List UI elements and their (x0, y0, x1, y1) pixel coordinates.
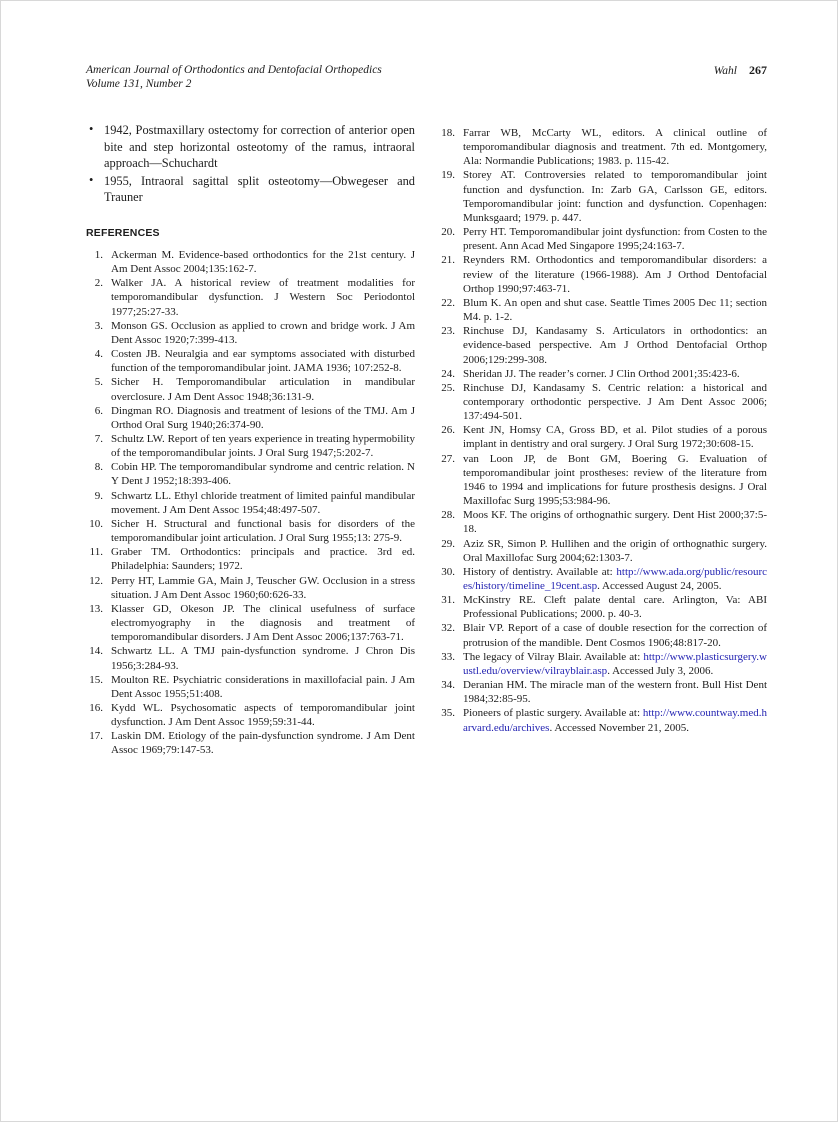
reference-fragment: Farrar WB, McCarty WL, editors. A clinical outline of temporomandibular diagnosis and treatment. 7th ed. Montgomery, Ala: Normandie Publications; 1983. p. 115-42. (463, 127, 767, 168)
page-header-right (714, 64, 767, 79)
reference-text (111, 490, 415, 516)
reference-item (438, 452, 767, 509)
reference-text (463, 538, 767, 564)
bullet-icon: • (89, 172, 94, 187)
reference-link[interactable]: http://www.plasticsurgery.wustl.edu/overview/vilrayblair.asp (463, 650, 767, 677)
reference-number: 21. (441, 254, 455, 267)
reference-item (86, 602, 415, 644)
timeline-item (86, 122, 415, 172)
reference-text (463, 325, 767, 365)
reference-item (86, 517, 415, 545)
reference-text (463, 368, 740, 380)
reference-item (86, 545, 415, 573)
reference-number: 11. (89, 546, 103, 559)
reference-number: 26. (441, 424, 455, 437)
reference-text (111, 575, 415, 601)
reference-number: 27. (441, 452, 455, 465)
reference-text (463, 424, 767, 450)
reference-fragment: Perry HT, Lammie GA, Main J, Teuscher GW. Occlusion in a stress situation. J Am Dent Assoc 1960;60:626-33. (111, 574, 415, 601)
timeline-text: 1955, Intraoral sagittal split osteotomy—Obwegeser and Trauner (104, 173, 415, 205)
reference-item (86, 673, 415, 701)
reference-number: 7. (94, 433, 103, 445)
reference-text (111, 546, 415, 572)
reference-item (86, 375, 415, 403)
reference-number: 16. (89, 701, 103, 714)
reference-fragment: Blum K. An open and shut case. Seattle Times 2005 Dec 11; section M4. p. 1-2. (463, 296, 767, 324)
reference-item (438, 593, 767, 621)
reference-number: 8. (94, 461, 103, 474)
timeline-item (86, 173, 415, 206)
page-content (86, 122, 767, 758)
reference-fragment: Sheridan JJ. The reader’s corner. J Clin Orthod 2001;35:423-6. (463, 367, 740, 380)
timeline-list (86, 122, 415, 206)
reference-text (111, 603, 415, 643)
reference-text (463, 594, 767, 620)
reference-number: 22. (441, 296, 455, 309)
reference-number: 4. (94, 348, 103, 361)
reference-item (86, 489, 415, 517)
reference-number: 28. (441, 509, 455, 522)
reference-text (463, 127, 767, 167)
reference-text (111, 320, 415, 346)
reference-fragment: Schwartz LL. Ethyl chloride treatment of limited painful mandibular movement. J Am Dent Assoc 1954;48:497-507. (111, 489, 415, 516)
reference-fragment: Walker JA. A historical review of treatment modalities for temporomandibular dysfunction. J Western Soc Periodontol 1977;25:27-33. (111, 277, 415, 318)
reference-number: 1. (94, 248, 103, 261)
page-number: 267 (749, 63, 767, 77)
reference-number: 15. (89, 673, 103, 686)
reference-item (438, 168, 767, 225)
reference-item (86, 347, 415, 375)
reference-fragment: Ackerman M. Evidence-based orthodontics for the 21st century. J Am Dent Assoc 2004;135:162-7. (111, 248, 415, 276)
reference-item (86, 432, 415, 460)
reference-number: 31. (441, 594, 455, 607)
reference-fragment: . Accessed July 3, 2006. (607, 664, 714, 677)
reference-text (111, 730, 415, 756)
reference-number: 23. (441, 325, 455, 338)
reference-item (86, 248, 415, 276)
reference-text (463, 382, 767, 422)
reference-number: 25. (441, 381, 455, 394)
running-head (86, 64, 767, 91)
reference-fragment: Deranian HM. The miracle man of the western front. Bull Hist Dent 1984;32:85-95. (463, 679, 767, 706)
reference-fragment: Reynders RM. Orthodontics and temporomandibular disorders: a review of the literature (1966-1988). Am J Orthod Dentofacial Orthop 1990;97:463-71. (463, 254, 767, 295)
reference-fragment: Monson GS. Occlusion as applied to crown and bridge work. J Am Dent Assoc 1920;7:399-413. (111, 319, 415, 346)
reference-fragment: McKinstry RE. Cleft palate dental care. Arlington, Va: ABI Professional Publications; 2000. p. 40-3. (463, 594, 767, 621)
reference-number: 6. (94, 404, 103, 417)
reference-number: 13. (89, 602, 103, 615)
right-column (438, 122, 767, 758)
journal-issue: Volume 131, Number 2 (86, 77, 192, 90)
reference-text (111, 376, 415, 402)
reference-text (111, 433, 415, 459)
reference-text (111, 674, 415, 700)
reference-fragment: The legacy of Vilray Blair. Available at: (463, 650, 644, 663)
reference-fragment: Pioneers of plastic surgery. Available at: (463, 707, 643, 720)
reference-item (86, 644, 415, 672)
reference-text (463, 297, 767, 323)
author-name: Wahl (713, 65, 737, 77)
reference-fragment: Rinchuse DJ, Kandasamy S. Articulators in orthodontics: an evidence-based perspective. Am J Orthod Dentofacial Orthop 2006;129:299-308. (463, 325, 767, 366)
reference-fragment: Schwartz LL. A TMJ pain-dysfunction syndrome. J Chron Dis 1956;3:284-93. (111, 645, 415, 672)
reference-text (111, 518, 415, 544)
reference-number: 12. (89, 574, 103, 587)
reference-number: 29. (441, 537, 455, 550)
reference-item (86, 404, 415, 432)
reference-number: 17. (89, 730, 103, 743)
reference-fragment: Perry HT. Temporomandibular joint dysfunction: from Costen to the present. Ann Acad Med Singapore 1995;24:163-7. (463, 226, 767, 253)
reference-item (86, 319, 415, 347)
reference-text (463, 453, 767, 507)
reference-text (463, 509, 767, 535)
reference-item (438, 678, 767, 706)
reference-fragment: Laskin DM. Etiology of the pain-dysfunction syndrome. J Am Dent Assoc 1969;79:147-53. (111, 730, 415, 757)
reference-item (438, 296, 767, 324)
reference-fragment: Blair VP. Report of a case of double resection for the correction of protrusion of the mandible. Dent Cosmos 1906;48:817-20. (463, 622, 767, 649)
reference-number: 34. (441, 679, 455, 692)
reference-number: 9. (94, 489, 103, 502)
references-list-right (438, 126, 767, 735)
reference-fragment: . Accessed November 21, 2005. (549, 721, 690, 734)
reference-link[interactable]: http://www.countway.med.harvard.edu/archives (463, 707, 767, 734)
reference-number: 32. (441, 622, 455, 635)
reference-link[interactable]: http://www.ada.org/public/resources/history/timeline_19cent.asp (463, 565, 767, 592)
references-heading: REFERENCES (86, 226, 160, 239)
reference-text (463, 566, 767, 592)
reference-item (438, 324, 767, 366)
reference-item (86, 574, 415, 602)
reference-fragment: Kent JN, Homsy CA, Gross BD, et al. Pilot studies of a porous implant in dentistry and oral surgery. J Oral Surg 1972;30:608-15. (463, 424, 767, 451)
reference-item (438, 537, 767, 565)
reference-item (438, 367, 767, 381)
reference-text (463, 679, 767, 705)
reference-fragment: Sicher H. Temporomandibular articulation in mandibular overclosure. J Am Dent Assoc 1948;36:131-9. (111, 376, 415, 403)
reference-item (438, 253, 767, 295)
reference-fragment: Moulton RE. Psychiatric considerations in maxillofacial pain. J Am Dent Assoc 1955;51:408. (111, 673, 415, 700)
reference-number: 3. (94, 319, 103, 332)
reference-fragment: Storey AT. Controversies related to temporomandibular joint function and dysfunction. In: Zarb GA, Carlsson GE, editors. Temporomandibular joint: function and dysfunction. Copenhagen: Munksgaard; 1979. p. 447. (463, 169, 767, 224)
reference-item (438, 565, 767, 593)
reference-text (111, 249, 415, 275)
reference-text (111, 277, 415, 317)
reference-item (86, 701, 415, 729)
reference-item (86, 460, 415, 488)
reference-number: 18. (441, 127, 455, 139)
reference-text (463, 651, 767, 677)
timeline-text: 1942, Postmaxillary ostectomy for correction of anterior open bite and step horizontal osteotomy of the ramus, intraoral approach—Schuchardt (104, 123, 415, 171)
reference-number: 2. (94, 277, 103, 290)
reference-item (438, 508, 767, 536)
reference-text (111, 461, 415, 487)
reference-text (463, 622, 767, 648)
reference-text (111, 702, 415, 728)
reference-number: 14. (89, 645, 103, 658)
reference-item (438, 706, 767, 734)
reference-text (111, 645, 415, 671)
reference-item (438, 650, 767, 678)
reference-number: 35. (441, 707, 455, 720)
reference-fragment: History of dentistry. Available at: (463, 565, 617, 578)
reference-number: 30. (441, 565, 455, 578)
reference-fragment: . Accessed August 24, 2005. (597, 580, 722, 592)
reference-fragment: Schultz LW. Report of ten years experience in treating hypermobility of the temporomandibular joints. J Oral Surg 1947;5:202-7. (111, 433, 415, 460)
reference-fragment: Sicher H. Structural and functional basis for disorders of the temporomandibular joint articulation. J Oral Surg 1955;13: 275-9. (111, 517, 415, 545)
reference-text (463, 254, 767, 294)
reference-number: 33. (441, 650, 455, 663)
bullet-icon: • (89, 122, 94, 136)
journal-citation (86, 64, 382, 91)
reference-item (86, 729, 415, 757)
reference-fragment: Dingman RO. Diagnosis and treatment of lesions of the TMJ. Am J Orthod Oral Surg 1940;26:374-90. (111, 404, 415, 431)
reference-fragment: Cobin HP. The temporomandibular syndrome and centric relation. N Y Dent J 1952;18:393-406. (111, 461, 415, 488)
journal-title: American Journal of Orthodontics and Dentofacial Orthopedics (86, 64, 382, 76)
reference-item (438, 225, 767, 253)
reference-text (111, 405, 415, 431)
reference-item (438, 126, 767, 168)
reference-text (463, 169, 767, 223)
reference-fragment: Graber TM. Orthodontics: principals and practice. 3rd ed. Philadelphia: Saunders; 1972. (111, 546, 415, 573)
reference-number: 5. (94, 376, 103, 389)
reference-item (86, 276, 415, 318)
reference-text (463, 226, 767, 252)
reference-fragment: Rinchuse DJ, Kandasamy S. Centric relation: a historical and contemporary orthodontic perspective. J Am Dent Assoc 2006; 137:494-501. (463, 381, 767, 423)
reference-number: 20. (441, 226, 455, 239)
references-list-left (86, 248, 415, 758)
reference-fragment: van Loon JP, de Bont GM, Boering G. Evaluation of temporomandibular joint prostheses: review of the literature from 1946 to 1994 and implications for future prosthesis designs. J Oral Maxillofac Surg 1995;53:984-96. (463, 452, 767, 508)
reference-number: 10. (89, 517, 103, 530)
reference-item (438, 621, 767, 649)
reference-item (438, 423, 767, 451)
reference-fragment: Costen JB. Neuralgia and ear symptoms associated with disturbed function of the temporomandibular joint. JAMA 1936; 107:252-8. (111, 348, 415, 375)
reference-number: 19. (441, 169, 455, 182)
reference-fragment: Kydd WL. Psychosomatic aspects of temporomandibular joint dysfunction. J Am Dent Assoc 1959;59:31-44. (111, 701, 415, 729)
reference-fragment: Aziz SR, Simon P. Hullihen and the origin of orthognathic surgery. Oral Maxillofac Surg 2004;62:1303-7. (463, 537, 767, 564)
reference-text (463, 707, 767, 733)
reference-number: 24. (441, 367, 455, 380)
reference-text (111, 348, 415, 374)
reference-item (438, 381, 767, 423)
reference-fragment: Klasser GD, Okeson JP. The clinical usefulness of surface electromyography in the diagnosis and treatment of temporomandibular disorders. J Am Dent Assoc 2006;137:763-71. (111, 602, 415, 644)
left-column (86, 122, 415, 758)
reference-fragment: Moos KF. The origins of orthognathic surgery. Dent Hist 2000;37:5-18. (463, 509, 767, 536)
